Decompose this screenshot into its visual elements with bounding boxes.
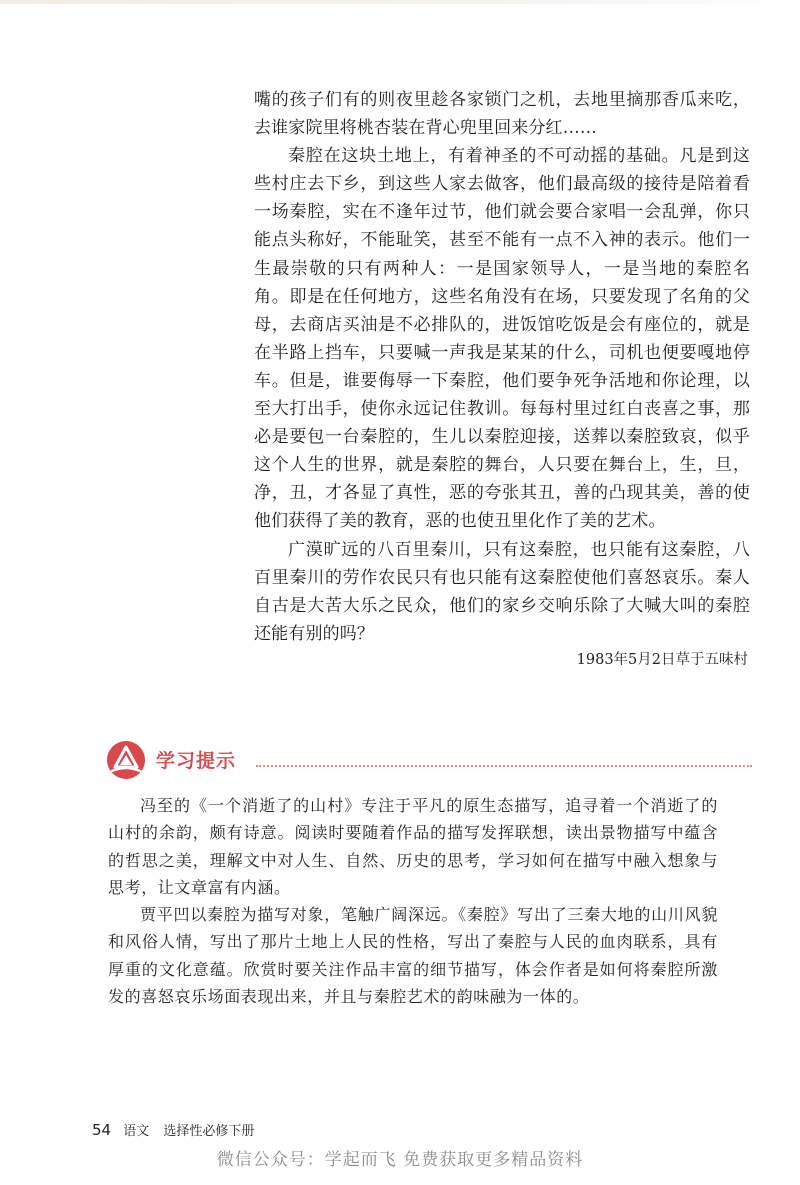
- watermark-text: 微信公众号：学起而飞 免费获取更多精品资料: [216, 1150, 584, 1170]
- tips-paragraph: 贾平凹以秦腔为描写对象，笔触广阔深远。《秦腔》写出了三秦大地的山川风貌和风俗人情，写出了那片土地上人民的性格，写出了秦腔与人民的血肉联系，具有厚重的文化意蕴。欣赏时要关注作品丰富的细节描写，体会作者是如何将秦腔所激发的喜怒哀乐场面表现出来，并且与秦腔艺术的韵味融为一体的。: [108, 905, 718, 1007]
- subject-label: 语文: [123, 1124, 150, 1139]
- article-body: [254, 86, 750, 648]
- study-tips-title: 学习提示: [156, 750, 237, 772]
- study-tips-body: [108, 792, 718, 1010]
- top-edge-strip: [0, 0, 800, 4]
- dotted-divider: [256, 765, 752, 767]
- article-paragraph: 秦腔在这块土地上，有着神圣的不可动摇的基础。凡是到这些村庄去下乡，到这些人家去做客，他们最高级的接待是陪着看一场秦腔，实在不逢年过节，他们就会要合家唱一会乱弹，你只能点头称好，不能耻笑，甚至不能有一点不入神的表示。他们一生最崇敬的只有两种人：一是国家领导人，一是当地的秦腔名角。即是在任何地方，这些名角没有在场，只要发现了名角的父母，去商店买油是不必排队的，进饭馆吃饭是会有座位的，就是在半路上挡车，只要喊一声我是某某的什么，司机也便要嘎地停车。但是，谁要侮辱一下秦腔，他们要争死争活地和你论理，以至大打出手，使你永远记住教训。每每村里过红白丧喜之事，那必是要包一台秦腔的，生儿以秦腔迎接，送葬以秦腔致哀，似乎这个人生的世界，就是秦腔的舞台，人只要在舞台上，生，旦，净，丑，才各显了真性，恶的夸张其丑，善的凸现其美，善的使他们获得了美的教育，恶的也使丑里化作了美的艺术。: [254, 146, 750, 532]
- page-footer: [92, 1120, 254, 1139]
- study-tips-icon: [106, 740, 146, 780]
- article-paragraph: 嘴的孩子们有的则夜里趁各家锁门之机，去地里摘那香瓜来吃，去谁家院里将桃杏装在背心兜里回来分红……: [254, 90, 750, 139]
- page-number: 54: [92, 1121, 112, 1139]
- article-paragraph: 广漠旷远的八百里秦川，只有这秦腔，也只能有这秦腔，八百里秦川的劳作农民只有也只能有这秦腔使他们喜怒哀乐。秦人自古是大苦大乐之民众，他们的家乡交响乐除了大喊大叫的秦腔还能有别的吗？: [254, 539, 750, 644]
- date-line: 1983年5月2日草于五味村: [576, 652, 748, 668]
- study-tips-header: [106, 740, 752, 780]
- tips-paragraph: 冯至的《一个消逝了的山村》专注于平凡的原生态描写，追寻着一个消逝了的山村的余韵，颇有诗意。阅读时要随着作品的描写发挥联想，读出景物描写中蕴含的哲思之美，理解文中对人生、自然、历史的思考，学习如何在描写中融入想象与思考，让文章富有内涵。: [108, 796, 718, 897]
- book-label: 选择性必修下册: [163, 1124, 255, 1139]
